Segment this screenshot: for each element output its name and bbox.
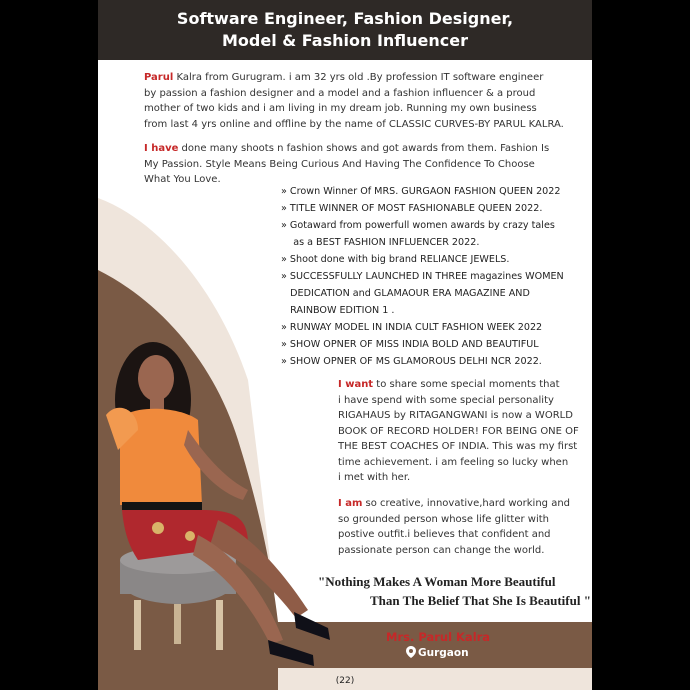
iam-lead: I am — [338, 498, 363, 509]
title-line-2: Model & Fashion Influencer — [222, 31, 468, 50]
achievement-item: » SUCCESSFULLY LAUNCHED IN THREE magazines WOMEN — [281, 271, 564, 282]
location-text: Gurgaon — [418, 647, 469, 659]
want-line: time achievement. i am feeling so lucky when — [338, 456, 569, 468]
intro-paragraph — [144, 70, 564, 132]
achievement-item: » Crown Winner Of MRS. GURGAON FASHION QUEEN 2022 — [281, 186, 561, 197]
iam-line: so grounded person whose life glitter with — [338, 513, 550, 525]
iam-paragraph — [338, 496, 570, 558]
shoots-line: done many shoots n fashion shows and got awards from them. Fashion Is — [178, 143, 550, 154]
quote-line-1: "Nothing Makes A Woman More Beautiful — [318, 574, 556, 589]
intro-lead: Parul — [144, 72, 174, 83]
achievement-item: » SHOW OPNER OF MS GLAMOROUS DELHI NCR 2022. — [281, 356, 542, 367]
achievements-list — [281, 183, 564, 370]
page-header — [98, 0, 592, 60]
location — [406, 646, 469, 659]
intro-line: mother of two kids and i am living in my dream job. Running my own business — [144, 103, 537, 114]
achievement-item: DEDICATION and GLAMAOUR ERA MAGAZINE AND — [281, 288, 530, 299]
signature-name: Mrs. Parul Kalra — [386, 630, 491, 644]
achievement-item: » Shoot done with big brand RELIANCE JEWELS. — [281, 254, 510, 265]
want-line: THE BEST COACHES OF INDIA. This was my first — [338, 441, 578, 452]
want-line: i have spend with some special personality — [338, 394, 554, 406]
achievement-item: RAINBOW EDITION 1 . — [281, 305, 395, 316]
location-pin-icon — [406, 646, 416, 658]
want-line: to share some special moments that — [373, 379, 560, 390]
iam-line: passionate person can change the world. — [338, 544, 545, 556]
magazine-page — [98, 0, 592, 690]
quote-line-2: Than The Belief That She Is Beautiful " — [370, 593, 591, 608]
achievement-item: as a BEST FASHION INFLUENCER 2022. — [281, 237, 480, 248]
intro-line: by passion a fashion designer and a model and a fashion influencer & a proud — [144, 87, 536, 99]
intro-line: Kalra from Gurugram. i am 32 yrs old .By profession IT software engineer — [173, 72, 544, 83]
iam-line: postive outfit.i believes that confident and — [338, 529, 551, 540]
want-lead: I want — [338, 379, 374, 390]
shoots-line: My Passion. Style Means Being Curious And Having The Confidence To Choose — [144, 158, 535, 170]
intro-line: from last 4 yrs online and offline by the name of CLASSIC CURVES-BY PARUL KALRA. — [144, 118, 564, 130]
achievement-item: » SHOW OPNER OF MISS INDIA BOLD AND BEAUTIFUL — [281, 339, 539, 350]
achievement-item: » TITLE WINNER OF MOST FASHIONABLE QUEEN 2022. — [281, 203, 543, 214]
achievement-item: » Gotaward from powerfull women awards by crazy tales — [281, 220, 555, 231]
achievement-item: » RUNWAY MODEL IN INDIA CULT FASHION WEEK 2022 — [281, 322, 543, 333]
shoots-paragraph — [144, 141, 549, 188]
shoots-line: What You Love. — [144, 174, 221, 185]
iam-line: so creative, innovative,hard working and — [362, 498, 571, 509]
want-line: i met with her. — [338, 472, 411, 483]
want-line: RIGAHAUS by RITAGANGWANI is now a WORLD — [338, 410, 573, 421]
shoots-lead: I have — [144, 143, 179, 154]
title-line-1: Software Engineer, Fashion Designer, — [176, 9, 514, 28]
want-line: BOOK OF RECORD HOLDER! FOR BEING ONE OF — [338, 425, 579, 437]
want-paragraph — [338, 377, 579, 486]
page-number: (22) — [335, 676, 355, 686]
